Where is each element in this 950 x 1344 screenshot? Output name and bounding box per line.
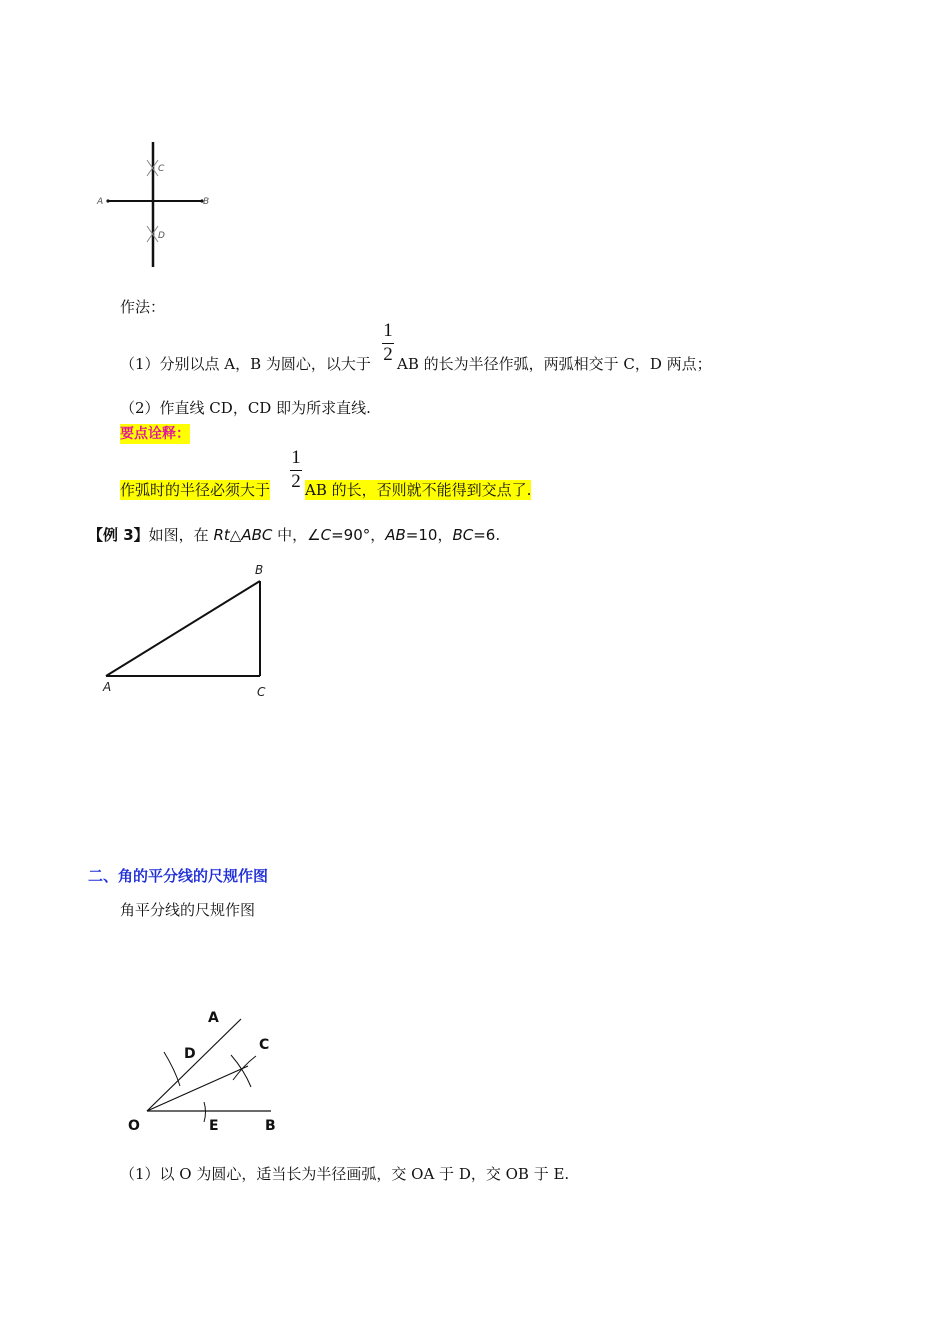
fraction-denominator-1: 2	[383, 344, 393, 365]
example3-text-c: =90°，	[331, 526, 386, 544]
section-subheading: 角平分线的尺规作图	[120, 901, 256, 919]
label-e: E	[209, 1118, 219, 1134]
label-c: C	[257, 685, 266, 699]
example3-angle-c: C	[320, 526, 332, 544]
label-a: A	[103, 680, 112, 694]
label-a: A	[208, 1010, 219, 1026]
step1-prefix: （1）分别以点 A，B 为圆心，以大于	[120, 355, 371, 373]
point-a	[106, 199, 109, 202]
label-o: O	[128, 1118, 140, 1134]
example3-label: 【例 3】	[88, 526, 149, 544]
fraction-denominator-2: 2	[291, 471, 301, 492]
label-b: B	[265, 1118, 276, 1134]
fraction-numerator-2: 1	[291, 447, 301, 468]
label-c: C	[259, 1037, 270, 1053]
example3-statement	[88, 525, 500, 545]
side-ab	[106, 581, 260, 676]
example3-text-d: =10，	[405, 526, 453, 544]
example3-text-e: =6.	[473, 526, 501, 544]
fraction-numerator-1: 1	[383, 320, 393, 341]
example3-rt: Rt	[213, 526, 230, 544]
label-d: D	[184, 1046, 196, 1062]
section-heading: 二、角的平分线的尺规作图	[88, 867, 269, 885]
label-a: A	[97, 197, 104, 207]
key-note-prefix: 作弧时的半径必须大于	[120, 481, 271, 499]
key-note-suffix: AB 的长，否则就不能得到交点了.	[305, 481, 532, 499]
method-title: 作法：	[120, 298, 166, 316]
step1-suffix: AB 的长为半径作弧，两弧相交于 C，D 两点；	[397, 355, 712, 373]
perpendicular-bisector-figure	[95, 140, 220, 270]
label-c: C	[158, 164, 165, 174]
arc-e	[204, 1102, 206, 1122]
label-b: B	[255, 563, 264, 577]
key-points-title: 要点诠释：	[120, 426, 190, 442]
example3-text-b: 中，∠	[277, 526, 321, 544]
step2: （2）作直线 CD，CD 即为所求直线.	[120, 399, 371, 417]
example3-ab: AB	[385, 526, 406, 544]
arc-c1	[231, 1055, 251, 1087]
example3-bc: BC	[452, 526, 474, 544]
label-b: B	[203, 197, 210, 207]
example3-triangle: △	[229, 526, 242, 544]
ray-oc	[147, 1066, 248, 1111]
example3-abc: ABC	[241, 526, 273, 544]
label-d: D	[158, 231, 165, 241]
angle-step1: （1）以 O 为圆心，适当长为半径画弧，交 OA 于 D，交 OB 于 E.	[120, 1165, 570, 1183]
angle-bisector-figure	[120, 1000, 290, 1140]
right-triangle-figure	[95, 558, 285, 703]
example3-text-a: 如图，在	[148, 526, 209, 544]
ray-oa	[147, 1019, 241, 1111]
